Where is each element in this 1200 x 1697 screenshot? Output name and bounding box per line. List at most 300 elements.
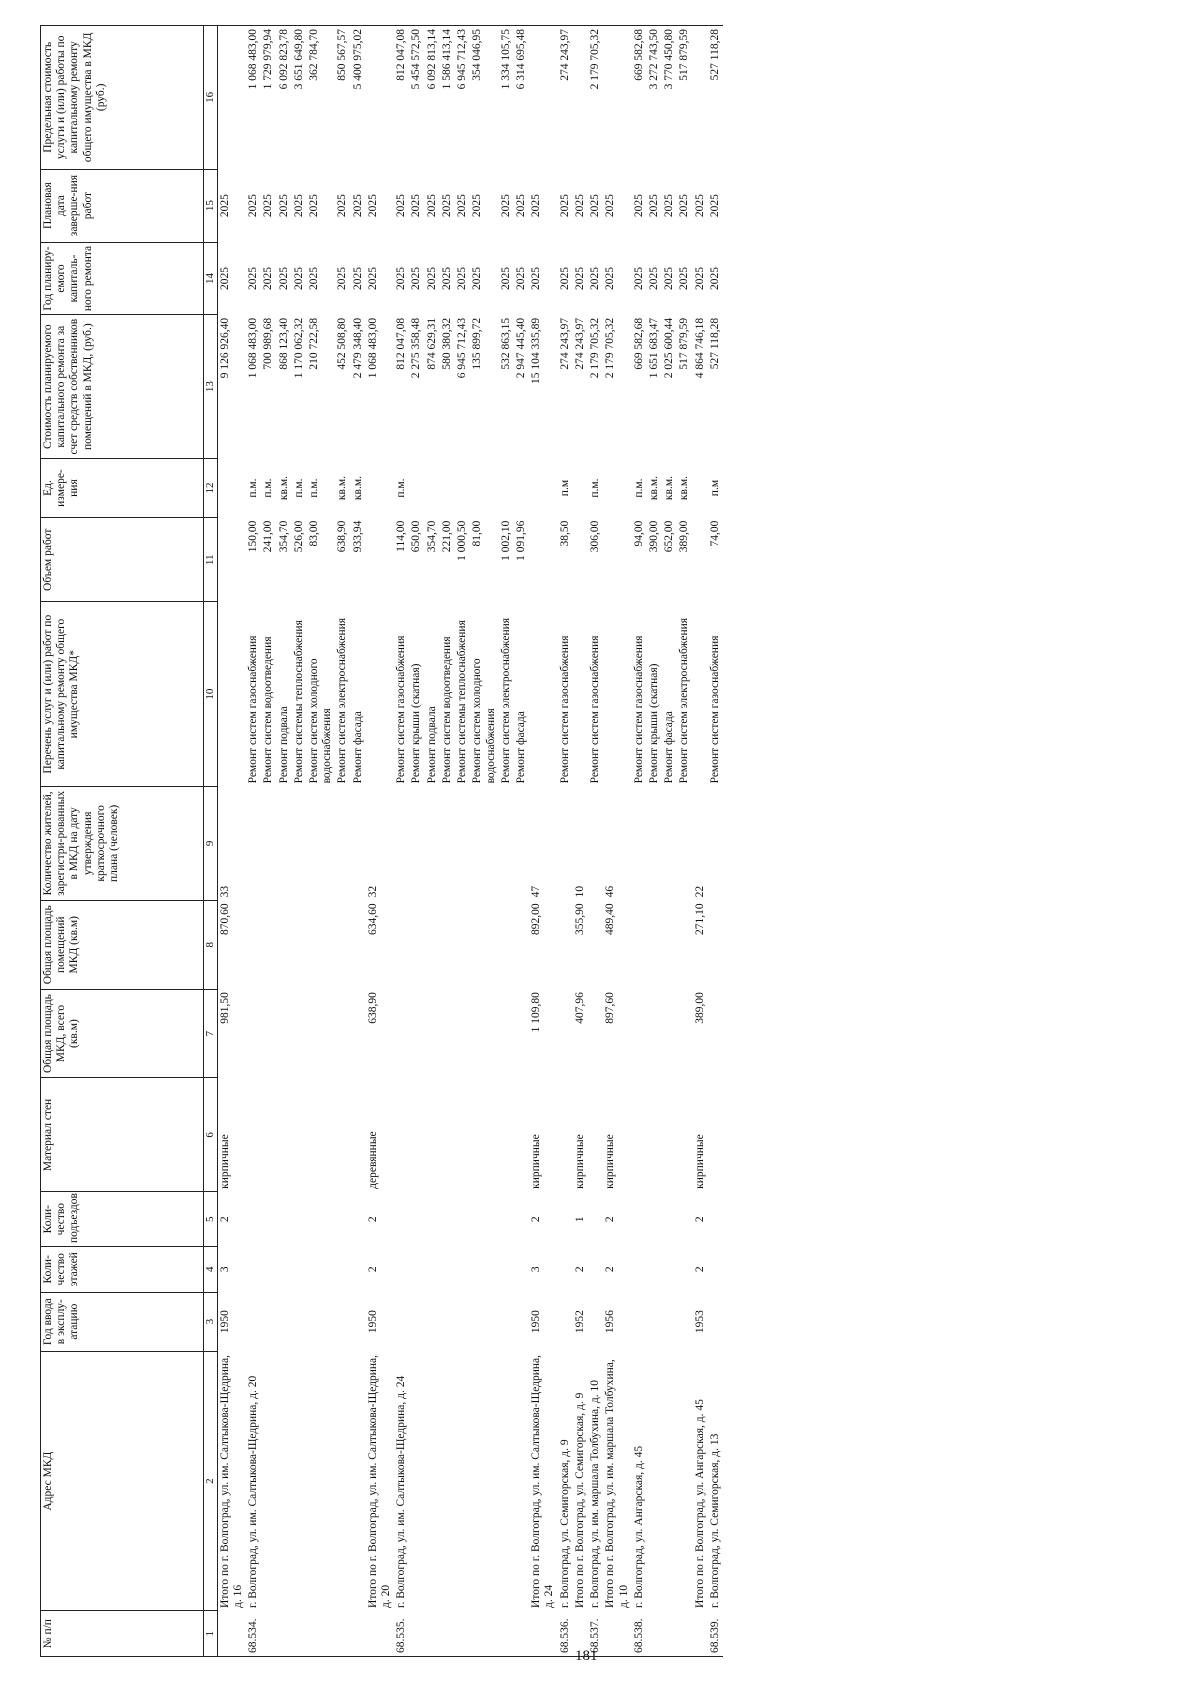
cell-col-13: 517 879,59 bbox=[678, 317, 691, 370]
cell-col-6 bbox=[277, 1078, 292, 1192]
cell-col-1: 68.539. bbox=[708, 1611, 723, 1657]
column-header-7: Общая площадь МКД, всего (кв.м) bbox=[41, 989, 204, 1078]
cell-col-1: 68.536. bbox=[558, 1611, 573, 1657]
cell-col-10: Ремонт систем электроснабжения bbox=[678, 617, 691, 784]
cell-col-7: 407,96 bbox=[573, 992, 586, 1024]
cell-col-10 bbox=[366, 602, 394, 787]
cell-col-16: 6 092 823,78 bbox=[277, 26, 292, 170]
cell-col-8 bbox=[394, 900, 409, 989]
column-header-5: Коли-чество подъездов bbox=[41, 1192, 204, 1247]
cell-col-7 bbox=[277, 989, 292, 1078]
cell-col-9 bbox=[588, 786, 603, 900]
cell-col-5 bbox=[425, 1192, 440, 1247]
cell-col-7 bbox=[335, 989, 350, 1078]
repair-plan-table bbox=[40, 25, 723, 1657]
header-row bbox=[41, 26, 204, 1657]
cell-col-3 bbox=[470, 1292, 498, 1351]
cell-col-6 bbox=[708, 1078, 723, 1192]
cell-col-6 bbox=[246, 1078, 261, 1192]
cell-col-12 bbox=[217, 458, 246, 517]
cell-col-3: 1956 bbox=[604, 1310, 617, 1334]
column-header-13: Стоимость планируемого капитального ремонта за счет средств собственников помещений в МКД, (руб.) bbox=[41, 315, 204, 459]
total-row bbox=[366, 26, 394, 1657]
cell-col-1 bbox=[335, 1611, 350, 1657]
cell-col-8 bbox=[662, 900, 677, 989]
cell-col-8 bbox=[455, 900, 470, 989]
cell-col-2 bbox=[261, 1351, 276, 1611]
column-number-4: 4 bbox=[204, 1247, 218, 1293]
cell-col-4: 3 bbox=[218, 1266, 231, 1273]
cell-col-14: 2025 bbox=[440, 266, 453, 290]
total-row bbox=[693, 26, 708, 1657]
cell-col-14: 2025 bbox=[218, 266, 231, 290]
cell-col-16: 354 046,95 bbox=[470, 26, 498, 170]
cell-col-12: кв.м. bbox=[277, 476, 290, 501]
cell-col-7 bbox=[425, 989, 440, 1078]
cell-col-7 bbox=[588, 989, 603, 1078]
cell-col-5 bbox=[292, 1192, 307, 1247]
cell-col-12 bbox=[693, 458, 708, 517]
cell-col-8 bbox=[246, 900, 261, 989]
cell-col-6 bbox=[647, 1078, 662, 1192]
cell-col-5: 1 bbox=[573, 1216, 586, 1223]
cell-col-16: 5 400 975,02 bbox=[351, 26, 366, 170]
cell-col-7: 389,00 bbox=[693, 992, 706, 1024]
cell-col-2 bbox=[409, 1351, 424, 1611]
cell-col-2 bbox=[677, 1351, 692, 1611]
cell-col-12: п.м bbox=[708, 479, 721, 497]
cell-col-15: 2025 bbox=[663, 194, 676, 218]
cell-col-3 bbox=[246, 1292, 261, 1351]
cell-col-10: Ремонт систем холодного водоснабжения bbox=[307, 658, 334, 784]
cell-col-7 bbox=[470, 989, 498, 1078]
cell-col-13: 452 508,80 bbox=[336, 317, 349, 370]
cell-col-13: 210 722,58 bbox=[307, 317, 320, 370]
cell-col-8 bbox=[335, 900, 350, 989]
column-header-2: Адрес МКД bbox=[41, 1351, 204, 1611]
table-row bbox=[335, 26, 350, 1657]
cell-col-4 bbox=[632, 1247, 647, 1293]
cell-col-7: 638,90 bbox=[366, 992, 379, 1024]
cell-col-15: 2025 bbox=[471, 194, 484, 218]
cell-col-15: 2025 bbox=[351, 194, 364, 218]
cell-col-11: 1 091,96 bbox=[515, 520, 528, 561]
cell-col-1: 68.537. bbox=[588, 1611, 603, 1657]
cell-col-13: 2 179 705,32 bbox=[604, 317, 617, 379]
cell-col-8 bbox=[277, 900, 292, 989]
cell-col-9 bbox=[677, 786, 692, 900]
cell-col-7 bbox=[455, 989, 470, 1078]
cell-col-13: 1 651 683,47 bbox=[647, 317, 660, 379]
cell-col-9 bbox=[246, 786, 261, 900]
cell-col-7: 1 109,80 bbox=[530, 992, 543, 1033]
cell-col-4 bbox=[394, 1247, 409, 1293]
table-row bbox=[470, 26, 498, 1657]
cell-col-5 bbox=[246, 1192, 261, 1247]
cell-col-5: 2 bbox=[218, 1216, 231, 1223]
cell-col-1 bbox=[573, 1611, 588, 1657]
cell-col-3 bbox=[588, 1292, 603, 1351]
cell-col-11 bbox=[603, 518, 631, 602]
column-header-6: Материал стен bbox=[41, 1078, 204, 1192]
cell-col-1 bbox=[455, 1611, 470, 1657]
cell-col-5 bbox=[335, 1192, 350, 1247]
cell-col-15: 2025 bbox=[247, 194, 260, 218]
cell-col-11: 221,00 bbox=[440, 520, 453, 553]
cell-col-4 bbox=[246, 1247, 261, 1293]
cell-col-12: кв.м. bbox=[647, 476, 660, 501]
cell-col-7 bbox=[632, 989, 647, 1078]
cell-col-12: кв.м. bbox=[678, 476, 691, 501]
cell-col-1 bbox=[425, 1611, 440, 1657]
cell-col-16: 3 651 649,80 bbox=[292, 26, 307, 170]
cell-col-2: г. Волгоград, ул. Семигорская, д. 13 bbox=[708, 1433, 721, 1608]
cell-col-16: 517 879,59 bbox=[677, 26, 692, 170]
cell-col-8 bbox=[292, 900, 307, 989]
cell-col-8 bbox=[409, 900, 424, 989]
cell-col-3 bbox=[335, 1292, 350, 1351]
column-header-4: Коли-чество этажей bbox=[41, 1247, 204, 1293]
cell-col-8 bbox=[708, 900, 723, 989]
table-row bbox=[677, 26, 692, 1657]
cell-col-10: Ремонт систем газоснабжения bbox=[589, 635, 602, 784]
total-row bbox=[217, 26, 246, 1657]
cell-col-8 bbox=[632, 900, 647, 989]
cell-col-11: 94,00 bbox=[632, 520, 645, 547]
cell-col-10: Ремонт систем электроснабжения bbox=[499, 617, 512, 784]
cell-col-3 bbox=[558, 1292, 573, 1351]
cell-col-6 bbox=[558, 1078, 573, 1192]
cell-col-16: 6 945 712,43 bbox=[455, 26, 470, 170]
cell-col-15: 2025 bbox=[366, 194, 379, 218]
table-row bbox=[307, 26, 335, 1657]
cell-col-5 bbox=[588, 1192, 603, 1247]
cell-col-4 bbox=[708, 1247, 723, 1293]
cell-col-2: г. Волгоград, ул. Ангарская, д. 45 bbox=[632, 1445, 645, 1608]
cell-col-1 bbox=[662, 1611, 677, 1657]
cell-col-5 bbox=[499, 1192, 514, 1247]
cell-col-11: 150,00 bbox=[247, 520, 260, 553]
cell-col-13: 812 047,08 bbox=[395, 317, 408, 370]
cell-col-2: г. Волгоград, ул. им. Салтыкова-Щедрина, д. 20 bbox=[247, 1375, 260, 1608]
cell-col-10: Ремонт систем газоснабжения bbox=[558, 635, 571, 784]
cell-col-13: 2 275 358,48 bbox=[410, 317, 423, 379]
cell-col-14: 2025 bbox=[471, 266, 484, 290]
cell-col-8 bbox=[588, 900, 603, 989]
cell-col-3 bbox=[394, 1292, 409, 1351]
cell-col-6: кирпичные bbox=[573, 1134, 586, 1189]
cell-col-10: Ремонт системы теплоснабжения bbox=[292, 620, 305, 784]
cell-col-13: 274 243,97 bbox=[573, 317, 586, 370]
cell-col-14: 2025 bbox=[515, 266, 528, 290]
cell-col-14: 2025 bbox=[395, 266, 408, 290]
cell-col-14: 2025 bbox=[693, 266, 706, 290]
cell-col-15: 2025 bbox=[515, 194, 528, 218]
cell-col-9 bbox=[261, 786, 276, 900]
table-row bbox=[351, 26, 366, 1657]
cell-col-11: 354,70 bbox=[425, 520, 438, 553]
cell-col-4 bbox=[307, 1247, 335, 1293]
cell-col-2: Итого по г. Волгоград, ул. Ангарская, д. 45 bbox=[693, 1399, 706, 1608]
cell-col-6 bbox=[394, 1078, 409, 1192]
cell-col-9: 46 bbox=[604, 885, 617, 898]
cell-col-7 bbox=[499, 989, 514, 1078]
cell-col-9 bbox=[647, 786, 662, 900]
cell-col-9 bbox=[351, 786, 366, 900]
cell-col-2 bbox=[647, 1351, 662, 1611]
cell-col-15: 2025 bbox=[395, 194, 408, 218]
cell-col-14: 2025 bbox=[708, 266, 721, 290]
cell-col-2 bbox=[351, 1351, 366, 1611]
column-number-9: 9 bbox=[204, 786, 218, 900]
cell-col-10: Ремонт подвала bbox=[425, 706, 438, 784]
cell-col-7 bbox=[558, 989, 573, 1078]
cell-col-13: 2 479 348,40 bbox=[351, 317, 364, 379]
cell-col-2 bbox=[514, 1351, 529, 1611]
cell-col-16: 1 586 413,14 bbox=[440, 26, 455, 170]
cell-col-14: 2025 bbox=[366, 266, 379, 290]
cell-col-14: 2025 bbox=[663, 266, 676, 290]
cell-col-5 bbox=[708, 1192, 723, 1247]
cell-col-14: 2025 bbox=[647, 266, 660, 290]
cell-col-16: 1 334 105,75 bbox=[499, 26, 514, 170]
cell-col-10: Ремонт фасада bbox=[663, 711, 676, 784]
cell-col-5 bbox=[440, 1192, 455, 1247]
cell-col-9 bbox=[440, 786, 455, 900]
cell-col-9 bbox=[632, 786, 647, 900]
table-row bbox=[261, 26, 276, 1657]
cell-col-6: кирпичные bbox=[218, 1134, 231, 1189]
cell-col-6 bbox=[455, 1078, 470, 1192]
cell-col-7 bbox=[440, 989, 455, 1078]
cell-col-16: 2 179 705,32 bbox=[588, 26, 603, 170]
cell-col-15: 2025 bbox=[307, 194, 320, 218]
cell-col-10: Ремонт подвала bbox=[277, 706, 290, 784]
cell-col-2: г. Волгоград, ул. им. маршала Толбухина, д. 10 bbox=[589, 1380, 602, 1608]
cell-col-4: 2 bbox=[366, 1266, 379, 1273]
cell-col-5 bbox=[470, 1192, 498, 1247]
cell-col-16 bbox=[366, 26, 394, 170]
cell-col-8: 271,10 bbox=[693, 903, 706, 935]
cell-col-6 bbox=[307, 1078, 335, 1192]
cell-col-7 bbox=[647, 989, 662, 1078]
cell-col-11: 638,90 bbox=[336, 520, 349, 553]
cell-col-16: 1 068 483,00 bbox=[246, 26, 261, 170]
cell-col-15: 2025 bbox=[425, 194, 438, 218]
cell-col-9: 47 bbox=[530, 885, 543, 898]
table-row bbox=[558, 26, 573, 1657]
cell-col-15: 2025 bbox=[277, 194, 290, 218]
cell-col-8 bbox=[558, 900, 573, 989]
cell-col-9 bbox=[499, 786, 514, 900]
cell-col-12: п.м bbox=[558, 479, 571, 497]
column-number-6: 6 bbox=[204, 1078, 218, 1192]
table-row bbox=[277, 26, 292, 1657]
cell-col-4 bbox=[677, 1247, 692, 1293]
cell-col-3 bbox=[351, 1292, 366, 1351]
cell-col-11: 81,00 bbox=[471, 520, 484, 547]
cell-col-1 bbox=[514, 1611, 529, 1657]
cell-col-3: 1950 bbox=[530, 1310, 543, 1334]
cell-col-15: 2025 bbox=[530, 194, 543, 218]
cell-col-8 bbox=[470, 900, 498, 989]
cell-col-2: г. Волгоград, ул. им. Салтыкова-Щедрина, д. 24 bbox=[395, 1375, 408, 1608]
cell-col-9 bbox=[307, 786, 335, 900]
cell-col-1 bbox=[307, 1611, 335, 1657]
cell-col-9 bbox=[394, 786, 409, 900]
cell-col-6: кирпичные bbox=[530, 1134, 543, 1189]
cell-col-8: 870,60 bbox=[218, 903, 231, 935]
cell-col-15: 2025 bbox=[632, 194, 645, 218]
cell-col-4 bbox=[588, 1247, 603, 1293]
cell-col-7 bbox=[351, 989, 366, 1078]
cell-col-2 bbox=[455, 1351, 470, 1611]
cell-col-14: 2025 bbox=[425, 266, 438, 290]
cell-col-9 bbox=[335, 786, 350, 900]
cell-col-8 bbox=[440, 900, 455, 989]
cell-col-4 bbox=[558, 1247, 573, 1293]
cell-col-5 bbox=[394, 1192, 409, 1247]
cell-col-3 bbox=[514, 1292, 529, 1351]
cell-col-15: 2025 bbox=[262, 194, 275, 218]
cell-col-13: 4 864 746,18 bbox=[693, 317, 706, 379]
cell-col-16: 850 567,57 bbox=[335, 26, 350, 170]
cell-col-10: Ремонт систем электроснабжения bbox=[336, 617, 349, 784]
cell-col-8 bbox=[307, 900, 335, 989]
column-header-14: Год планиру-емого капиталь-ного ремонта bbox=[41, 242, 204, 315]
cell-col-2 bbox=[470, 1351, 498, 1611]
cell-col-13: 274 243,97 bbox=[558, 317, 571, 370]
cell-col-13: 1 170 062,32 bbox=[292, 317, 305, 379]
cell-col-11 bbox=[693, 518, 708, 602]
cell-col-11: 74,00 bbox=[708, 520, 721, 547]
cell-col-15: 2025 bbox=[678, 194, 691, 218]
cell-col-8 bbox=[514, 900, 529, 989]
cell-col-6: кирпичные bbox=[604, 1134, 617, 1189]
cell-col-13: 15 104 335,89 bbox=[530, 317, 543, 385]
cell-col-7 bbox=[261, 989, 276, 1078]
cell-col-9 bbox=[514, 786, 529, 900]
cell-col-11 bbox=[573, 518, 588, 602]
cell-col-8: 355,90 bbox=[573, 903, 586, 935]
cell-col-9 bbox=[455, 786, 470, 900]
cell-col-14: 2025 bbox=[262, 266, 275, 290]
cell-col-5 bbox=[514, 1192, 529, 1247]
table-body bbox=[217, 26, 723, 1657]
cell-col-10: Ремонт фасада bbox=[351, 711, 364, 784]
cell-col-16: 6 092 813,14 bbox=[425, 26, 440, 170]
column-header-8: Общая площадь помещений МКД (кв.м) bbox=[41, 900, 204, 989]
cell-col-13: 2 025 600,44 bbox=[663, 317, 676, 379]
cell-col-16: 527 118,28 bbox=[708, 26, 723, 170]
cell-col-1 bbox=[277, 1611, 292, 1657]
cell-col-11: 933,94 bbox=[351, 520, 364, 553]
cell-col-9 bbox=[470, 786, 498, 900]
cell-col-5 bbox=[558, 1192, 573, 1247]
cell-col-15: 2025 bbox=[410, 194, 423, 218]
table-row bbox=[455, 26, 470, 1657]
cell-col-9 bbox=[708, 786, 723, 900]
cell-col-12: п.м. bbox=[292, 478, 305, 498]
cell-col-12 bbox=[366, 458, 394, 517]
table-row bbox=[292, 26, 307, 1657]
cell-col-4: 2 bbox=[573, 1266, 586, 1273]
cell-col-11: 389,00 bbox=[678, 520, 691, 553]
cell-col-7 bbox=[246, 989, 261, 1078]
cell-col-10: Ремонт систем газоснабжения bbox=[395, 635, 408, 784]
cell-col-1 bbox=[677, 1611, 692, 1657]
column-header-10: Перечень услуг и (или) работ по капитальному ремонту общего имущества МКД* bbox=[41, 602, 204, 787]
cell-col-3 bbox=[499, 1292, 514, 1351]
cell-col-2 bbox=[335, 1351, 350, 1611]
cell-col-2 bbox=[277, 1351, 292, 1611]
cell-col-5 bbox=[351, 1192, 366, 1247]
cell-col-6: деревянные bbox=[366, 1131, 379, 1189]
column-number-8: 8 bbox=[204, 900, 218, 989]
cell-col-4 bbox=[499, 1247, 514, 1293]
cell-col-4 bbox=[351, 1247, 366, 1293]
cell-col-6 bbox=[470, 1078, 498, 1192]
cell-col-11 bbox=[217, 518, 246, 602]
cell-col-10: Ремонт систем газоснабжения bbox=[632, 635, 645, 784]
cell-col-12: п.м. bbox=[247, 478, 260, 498]
cell-col-14: 2025 bbox=[456, 266, 469, 290]
cell-col-14: 2025 bbox=[499, 266, 512, 290]
cell-col-11 bbox=[366, 518, 394, 602]
cell-col-12 bbox=[425, 458, 440, 517]
cell-col-13: 2 947 445,40 bbox=[515, 317, 528, 379]
cell-col-12 bbox=[529, 458, 557, 517]
cell-col-13: 700 989,68 bbox=[262, 317, 275, 370]
cell-col-9 bbox=[425, 786, 440, 900]
cell-col-12: кв.м. bbox=[351, 476, 364, 501]
cell-col-10 bbox=[573, 602, 588, 787]
cell-col-8: 634,60 bbox=[366, 903, 379, 935]
cell-col-5: 2 bbox=[693, 1216, 706, 1223]
cell-col-16 bbox=[693, 26, 708, 170]
cell-col-9 bbox=[409, 786, 424, 900]
cell-col-3 bbox=[261, 1292, 276, 1351]
cell-col-13: 9 126 926,40 bbox=[218, 317, 231, 379]
cell-col-11: 1 002,10 bbox=[499, 520, 512, 561]
cell-col-3 bbox=[292, 1292, 307, 1351]
cell-col-4: 2 bbox=[693, 1266, 706, 1273]
cell-col-4 bbox=[647, 1247, 662, 1293]
cell-col-6 bbox=[499, 1078, 514, 1192]
cell-col-4 bbox=[470, 1247, 498, 1293]
cell-col-16 bbox=[217, 26, 246, 170]
cell-col-10 bbox=[217, 602, 246, 787]
cell-col-11: 652,00 bbox=[663, 520, 676, 553]
cell-col-12 bbox=[499, 458, 514, 517]
cell-col-6 bbox=[409, 1078, 424, 1192]
cell-col-7 bbox=[409, 989, 424, 1078]
cell-col-14: 2025 bbox=[307, 266, 320, 290]
cell-col-3 bbox=[425, 1292, 440, 1351]
cell-col-3: 1953 bbox=[693, 1310, 706, 1334]
cell-col-4 bbox=[662, 1247, 677, 1293]
cell-col-13: 135 899,72 bbox=[471, 317, 484, 370]
cell-col-1 bbox=[693, 1611, 708, 1657]
cell-col-5 bbox=[307, 1192, 335, 1247]
column-header-15: Плановая дата заверше-ния работ bbox=[41, 169, 204, 242]
cell-col-16: 1 729 979,94 bbox=[261, 26, 276, 170]
cell-col-2: Итого по г. Волгоград, ул. им. маршала Толбухина, д. 10 bbox=[604, 1359, 630, 1608]
cell-col-4 bbox=[277, 1247, 292, 1293]
cell-col-4 bbox=[292, 1247, 307, 1293]
cell-col-10 bbox=[603, 602, 631, 787]
cell-col-14: 2025 bbox=[277, 266, 290, 290]
